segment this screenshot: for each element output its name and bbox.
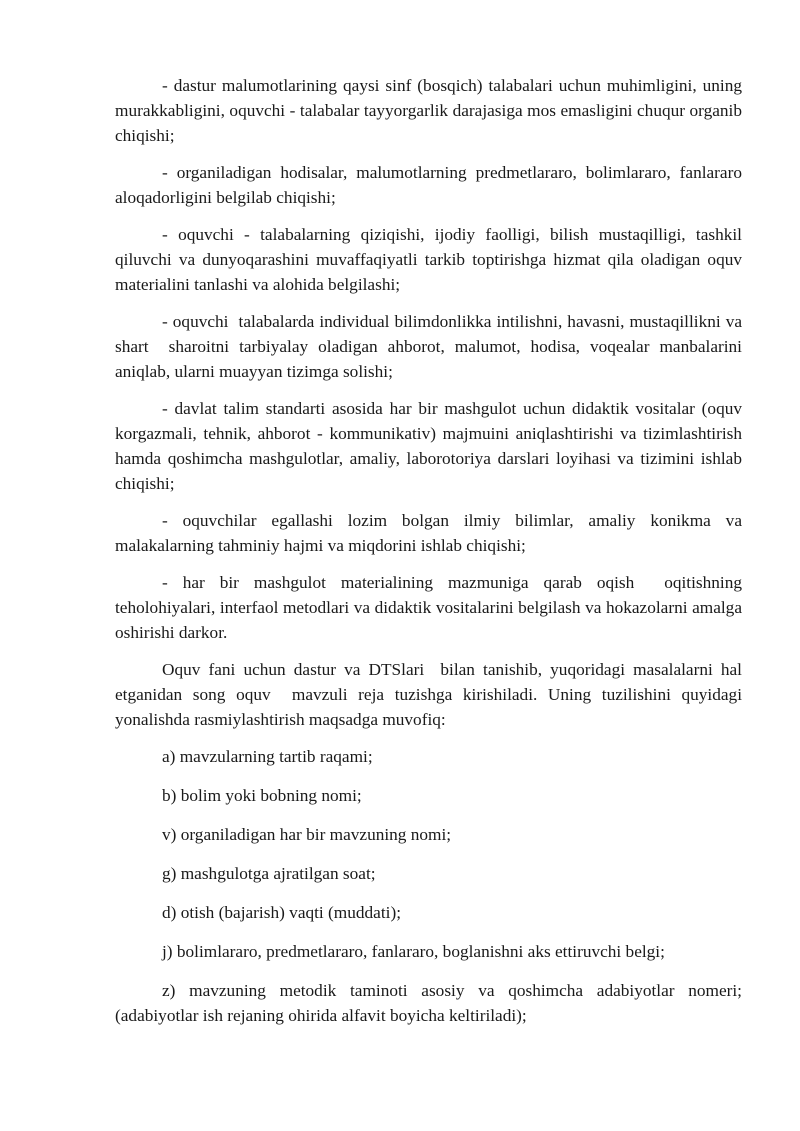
document-body [115, 73, 747, 1042]
bullet-paragraph: - dastur malumotlarining qaysi sinf (bosqich) talabalari uchun muhimligini, uning murakkabligini, oquvchi - talabalar tayyorgarlik darajasiga mos emasligini chuqur organib chiqishi; [115, 76, 747, 145]
bullet-paragraph: - oquvchi talabalarda individual bilimdonlikka intilishni, havasni, mustaqillikni va shart sharoitni tarbiyalay oladigan ahborot, malumot, hodisa, voqealar manbalarini aniqlab, ularni muayyan tizimga solishi; [115, 312, 747, 381]
list-item: v) organiladigan har bir mavzuning nomi; [162, 825, 452, 844]
bullet-paragraph: - davlat talim standarti asosida har bir mashgulot uchun didaktik vositalar (oquv korgazmali, tehnik, ahborot - kommunikativ) majmuini aniqlashtirishi va tizimlashtirish hamda qoshimcha mashgulotlar, amaliy, laborotoriya darslari loyihasi va tizimini ishlab chiqishi; [115, 399, 747, 493]
bullet-paragraph: - oquvchilar egallashi lozim bolgan ilmiy bilimlar, amaliy konikma va malakalarning tahminiy hajmi va miqdorini ishlab chiqishi; [115, 511, 747, 555]
list-item: a) mavzularning tartib raqami; [162, 747, 373, 766]
bullet-paragraph: - organiladigan hodisalar, malumotlarning predmetlararo, bolimlararo, fanlararo aloqadorligini belgilab chiqishi; [115, 163, 747, 207]
list-item: g) mashgulotga ajratilgan soat; [162, 864, 376, 883]
list-item: d) otish (bajarish) vaqti (muddati); [162, 903, 402, 922]
list-item: z) mavzuning metodik taminoti asosiy va qoshimcha adabiyotlar nomeri; (adabiyotlar ish rejaning ohirida alfavit boyicha keltiriladi); [115, 981, 747, 1025]
bullet-paragraph: - har bir mashgulot materialining mazmuniga qarab oqish oqitishning teholohiyalari, interfaol metodlari va didaktik vositalarini belgilash va hokazolarni amalga oshirishi darkor. [115, 573, 747, 642]
intro-paragraph: Oquv fani uchun dastur va DTSlari bilan tanishib, yuqoridagi masalalarni hal etganidan song oquv mavzuli reja tuzishga kirishiladi. Uning tuzilishini quyidagi yonalishda rasmiylashtirish maqsadga muvofiq: [115, 660, 747, 729]
list-item: j) bolimlararo, predmetlararo, fanlararo, boglanishni aks ettiruvchi belgi; [162, 942, 665, 961]
bullet-paragraph: - oquvchi - talabalarning qiziqishi, ijodiy faolligi, bilish mustaqilligi, tashkil qiluvchi va dunyoqarashini muvaffaqiyatli tarkib toptirishga hizmat qila oladigan oquv materialini tanlashi va alohida belgilashi; [115, 225, 747, 294]
list-item: b) bolim yoki bobning nomi; [162, 786, 362, 805]
